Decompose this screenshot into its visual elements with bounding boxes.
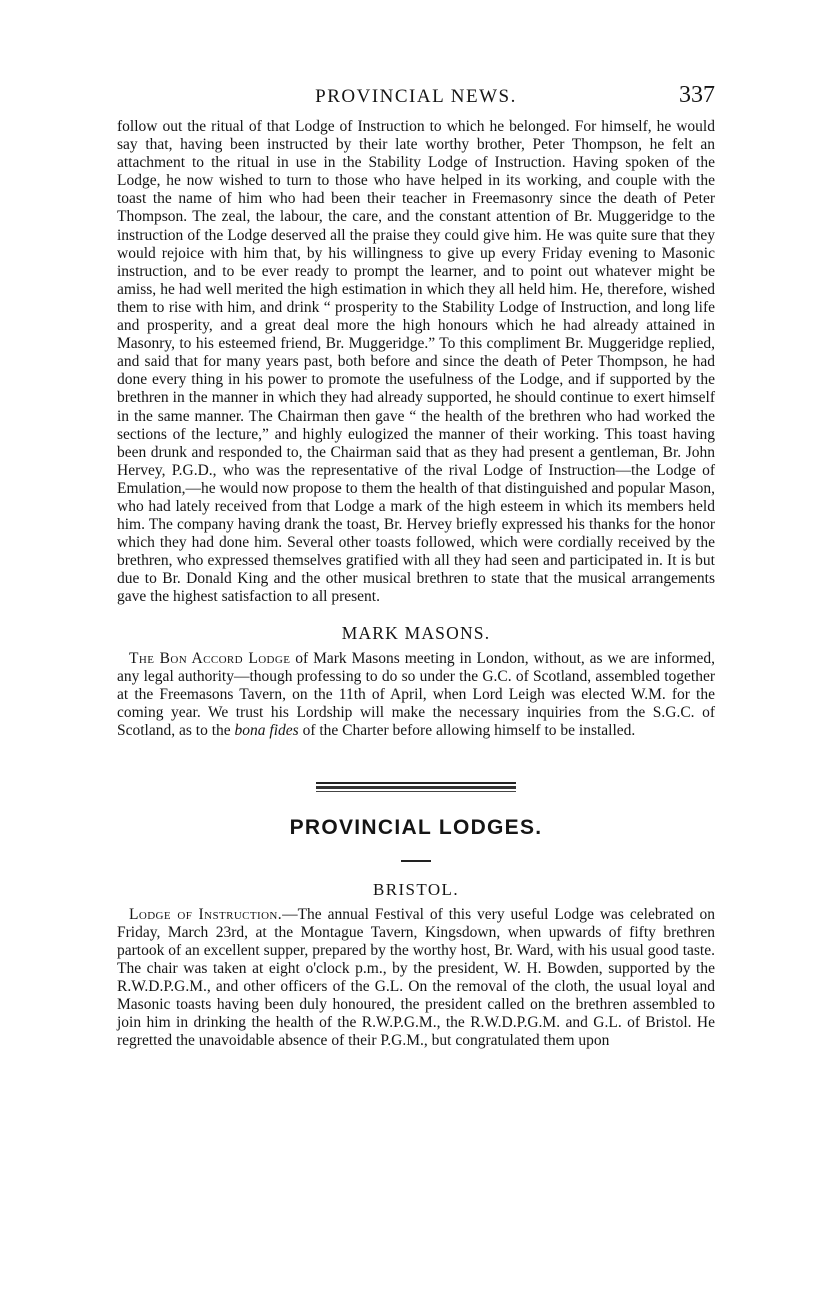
bristol-text: —The annual Festival of this very useful Lodge was celebrated on Friday, March 23rd, at the Montague Tavern, Kingsdown, when upwards of fifty brethren partook of an excellent supper, prepared by the worthy host, Br. Ward, with his usual good taste. The chair was taken at eight o'clock p.m., by the president, W. H. Bowden, supported by the R.W.D.P.G.M., and other officers of the G.L. On the removal of the cloth, the usual loyal and Masonic toasts having been duly honoured, the president called on the brethren assembled to join him in drinking the health of the R.W.P.G.M., the R.W.D.P.G.M. and G.L. of Bristol. He regretted the unavoidable absence of their P.G.M., but congratulated them upon (117, 905, 715, 1050)
page-number: 337 (679, 82, 715, 108)
page (117, 82, 715, 1050)
rule-top (316, 782, 516, 784)
bristol-heading: BRISTOL. (373, 879, 459, 899)
continuation-paragraph: follow out the ritual of that Lodge of Instruction to which he belonged. For himself, he would say that, having been instructed by their late worthy brother, Peter Thompson, he felt an attachment to the ritual in use in the Stability Lodge of Instruction. Having spoken of the Lodge, he now wished to turn to those who have helped in its working, and couple with the toast the name of him who had been their teacher in Freemasonry since the death of Peter Thompson. The zeal, the labour, the care, and the constant attention of Br. Muggeridge to the instruction of the Lodge deserved all the praise they could give him. He was quite sure that they would rejoice with him that, by his willingness to give up every Friday evening to Masonic instruction, and to be ever ready to prompt the learner, and to point out whatever might be amiss, he had well merited the high estimation in which they all held him. He, therefore, wished them to rise with him, and drink “ prosperity to the Stability Lodge of Instruction, and long life and prosperity, and a great deal more the high honours which he had already attained in Masonry, to his esteemed friend, Br. Muggeridge.” To this compliment Br. Muggeridge replied, and said that for many years past, both before and since the death of Peter Thompson, he had done every thing in his power to promote the usefulness of the Lodge, and if supported by the brethren in the manner in which they had already supported, he should continue to exert himself in the same manner. The Chairman then gave “ the health of the brethren who had worked the sections of the lecture,” and highly eulogized the manner of their working. This toast having been drunk and responded to, the Chairman said that as they had present a gentleman, Br. John Hervey, P.G.D., who was the representative of the rival Lodge of Instruction—the Lodge of Emulation,—he would now propose to them the health of that distinguished and popular Mason, who had lately received from that Lodge a mark of the high esteem in which its members held him. The company having drank the toast, Br. Hervey briefly expressed his thanks for the honor which they had done him. Several other toasts followed, which were cordially received by the brethren, who expressed themselves gratified with all they had seen and participated in. It is but due to Br. Donald King and the other musical brethren to state that the musical arrangements gave the highest satisfaction to all present. (117, 118, 715, 606)
rule-bottom (316, 791, 516, 792)
provincial-lodges-heading: PROVINCIAL LODGES. (289, 815, 543, 839)
rule-middle (316, 786, 516, 789)
short-rule (401, 860, 431, 862)
mark-masons-lead-in: The Bon Accord Lodge (129, 649, 291, 667)
bristol-paragraph (117, 906, 715, 1051)
ornamental-rule (316, 782, 516, 792)
mark-masons-heading: MARK MASONS. (341, 622, 491, 643)
running-head (117, 82, 715, 116)
mark-masons-paragraph (117, 650, 715, 740)
running-title: PROVINCIAL NEWS. (315, 86, 517, 107)
mark-masons-text-end: of the Charter before allowing himself to be installed. (298, 721, 636, 739)
bristol-lead-in: Lodge of Instruction. (129, 905, 283, 923)
mark-masons-italic: bona fides (234, 721, 299, 739)
mark-masons-text: of Mark Masons meeting in London, without, as we are informed, any legal authority—though professing to do so under the G.C. of Scotland, assembled together at the Freemasons Tavern, on the 11th of April, when Lord Leigh was elected W.M. for the coming year. We trust his Lordship will make the necessary inquiries from the S.G.C. of Scotland, as to the (117, 649, 715, 739)
